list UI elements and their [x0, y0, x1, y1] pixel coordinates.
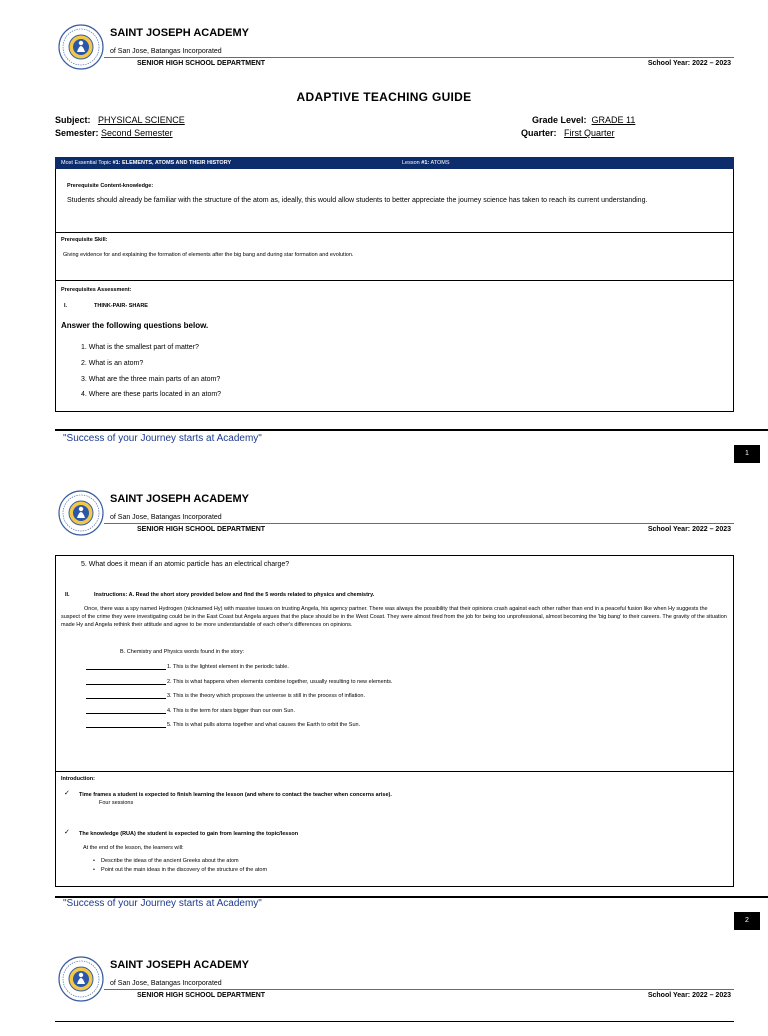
subject-row [55, 115, 185, 125]
question-item: 5. What does it mean if an atomic particle has an electrical charge? [81, 561, 290, 568]
content-box-page-3-top [55, 1021, 734, 1022]
topic-bar [55, 157, 734, 169]
word-blank-row [86, 707, 295, 714]
lesson-prefix: Lesson [402, 160, 422, 166]
footer-motto: "Success of your Journey starts at Academy" [63, 898, 262, 909]
page-number: 1 [734, 445, 760, 463]
words-heading: B. Chemistry and Physics words found in the story: [120, 649, 245, 655]
knowledge-intro: At the end of the lesson, the learners will: [83, 845, 184, 851]
subject-label: Subject: [55, 115, 91, 125]
quarter-value: First Quarter [564, 128, 615, 138]
assessment-heading: Prerequisites Assessment: [61, 287, 132, 293]
header-rule [104, 523, 734, 524]
semester-label: Semester: [55, 128, 99, 138]
department-label: SENIOR HIGH SCHOOL DEPARTMENT [137, 60, 266, 67]
introduction-heading: Introduction: [61, 776, 95, 782]
word-clue: 5. This is what pulls atoms together and what causes the Earth to orbit the Sun. [167, 722, 361, 728]
grade-label: Grade Level: [532, 115, 587, 125]
prereq-skill-heading: Prerequisite Skill: [61, 237, 108, 243]
assessment-item-title: THINK-PAIR- SHARE [94, 303, 148, 309]
quarter-label: Quarter: [521, 128, 557, 138]
footer-motto: "Success of your Journey starts at Academy" [63, 433, 262, 444]
word-clue: 2. This is what happens when elements combine together, usually resulting to new elements. [167, 679, 393, 685]
timeframe-heading: Time frames a student is expected to finish learning the lesson (and where to contact the teacher when concerns arise). [79, 792, 392, 798]
question-item: 1. What is the smallest part of matter? [81, 344, 199, 351]
topic-prefix: Most Essential Topic [61, 160, 113, 166]
answer-blank[interactable] [86, 721, 166, 728]
word-blank-row [86, 678, 393, 685]
divider [55, 280, 734, 281]
school-subtitle: of San Jose, Batangas Incorporated [110, 980, 222, 987]
objective-text: Point out the main ideas in the discovery of the structure of the atom [101, 867, 268, 873]
word-clue: 4. This is the term for stars bigger than our own Sun. [167, 708, 295, 714]
grade-value: GRADE 11 [591, 115, 636, 125]
quarter-row [521, 128, 615, 138]
school-name: SAINT JOSEPH ACADEMY [110, 27, 249, 39]
part2-instruction: Instructions: A. Read the short story provided below and find the 5 words related to physics and chemistry. [94, 592, 375, 598]
semester-row [55, 128, 173, 138]
school-seal-icon [58, 956, 104, 1002]
answer-blank[interactable] [86, 707, 166, 714]
lesson-text [402, 157, 450, 169]
word-clue: 3. This is the theory which proposes the universe is still in the process of inflation. [167, 693, 365, 699]
header-rule [104, 989, 734, 990]
question-item: 2. What is an atom? [81, 360, 144, 367]
answer-blank[interactable] [86, 663, 166, 670]
checkmark-icon: ✓ [64, 829, 70, 836]
answer-blank[interactable] [86, 678, 166, 685]
school-year-label: School Year: 2022 – 2023 [647, 992, 731, 999]
part2-number: II. [65, 592, 70, 598]
school-year-label: School Year: 2022 – 2023 [647, 526, 731, 533]
footer-rule [55, 429, 768, 431]
question-item: 4. Where are these parts located in an atom? [81, 391, 222, 398]
divider [55, 771, 734, 772]
header-rule [104, 57, 734, 58]
topic-value: #1: ELEMENTS, ATOMS AND THEIR HISTORY [112, 160, 232, 166]
prereq-content-text: Students should already be familiar with the structure of the atom as, ideally, this would allow students to better appreciate the journey science has taken to reach its current understanding. [67, 197, 648, 204]
department-label: SENIOR HIGH SCHOOL DEPARTMENT [137, 992, 266, 999]
assessment-item-number: I. [64, 303, 68, 309]
timeframe-value: Four sessions [99, 800, 134, 806]
school-subtitle: of San Jose, Batangas Incorporated [110, 48, 222, 55]
word-blank-row [86, 721, 360, 728]
subject-value: PHYSICAL SCIENCE [98, 115, 185, 125]
word-blank-row [86, 663, 289, 670]
objective-text: Describe the ideas of the ancient Greeks about the atom [101, 858, 239, 864]
page-header-3 [0, 956, 768, 1036]
story-text: Once, there was a spy named Hydrogen (nicknamed Hy) with massive issues on trusting Angela, his agency partner. There was always the possibility that their opinions crash against each other rather than end in a peaceful fusion like when Hy suggests the suspect of the crime they were investigating could be in the East Coast but Angela argues that the place should be in the West Coast. They were almost fired from the job for being too unprofessional, almost becoming the 'big bang' to their careers. The gravity of the situation made Hy and Angela rethink their attitude and agree to be more understandable of each other's differences on opinions. [61, 606, 727, 628]
word-clue: 1. This is the lightest element in the periodic table. [167, 664, 289, 670]
objective-item: • Describe the ideas of the ancient Greeks about the atom [93, 858, 239, 864]
school-name: SAINT JOSEPH ACADEMY [110, 493, 249, 505]
semester-value: Second Semester [101, 128, 173, 138]
school-seal-icon [58, 490, 104, 536]
assessment-instruction: Answer the following questions below. [61, 321, 209, 330]
prereq-skill-text: Giving evidence for and explaining the formation of elements after the big bang and during star formation and evolution. [63, 252, 354, 258]
checkmark-icon: ✓ [64, 790, 70, 797]
school-seal-icon [58, 24, 104, 70]
answer-blank[interactable] [86, 692, 166, 699]
school-name: SAINT JOSEPH ACADEMY [110, 959, 249, 971]
word-blank-row [86, 692, 365, 699]
objective-item: • Point out the main ideas in the discovery of the structure of the atom [93, 867, 268, 873]
document-title: ADAPTIVE TEACHING GUIDE [296, 90, 472, 104]
divider [55, 232, 734, 233]
lesson-title: ATOMS [429, 160, 450, 166]
knowledge-heading: The knowledge (RUA) the student is expected to gain from learning the topic/lesson [79, 831, 299, 837]
prereq-content-heading: Prerequisite Content-knowledge: [67, 183, 154, 189]
question-item: 3. What are the three main parts of an atom? [81, 376, 221, 383]
school-subtitle: of San Jose, Batangas Incorporated [110, 514, 222, 521]
school-year-label: School Year: 2022 – 2023 [647, 60, 731, 67]
topic-text [61, 157, 231, 169]
department-label: SENIOR HIGH SCHOOL DEPARTMENT [137, 526, 266, 533]
page-number: 2 [734, 912, 760, 930]
grade-row [532, 115, 635, 125]
lesson-number: #1: [421, 160, 430, 166]
